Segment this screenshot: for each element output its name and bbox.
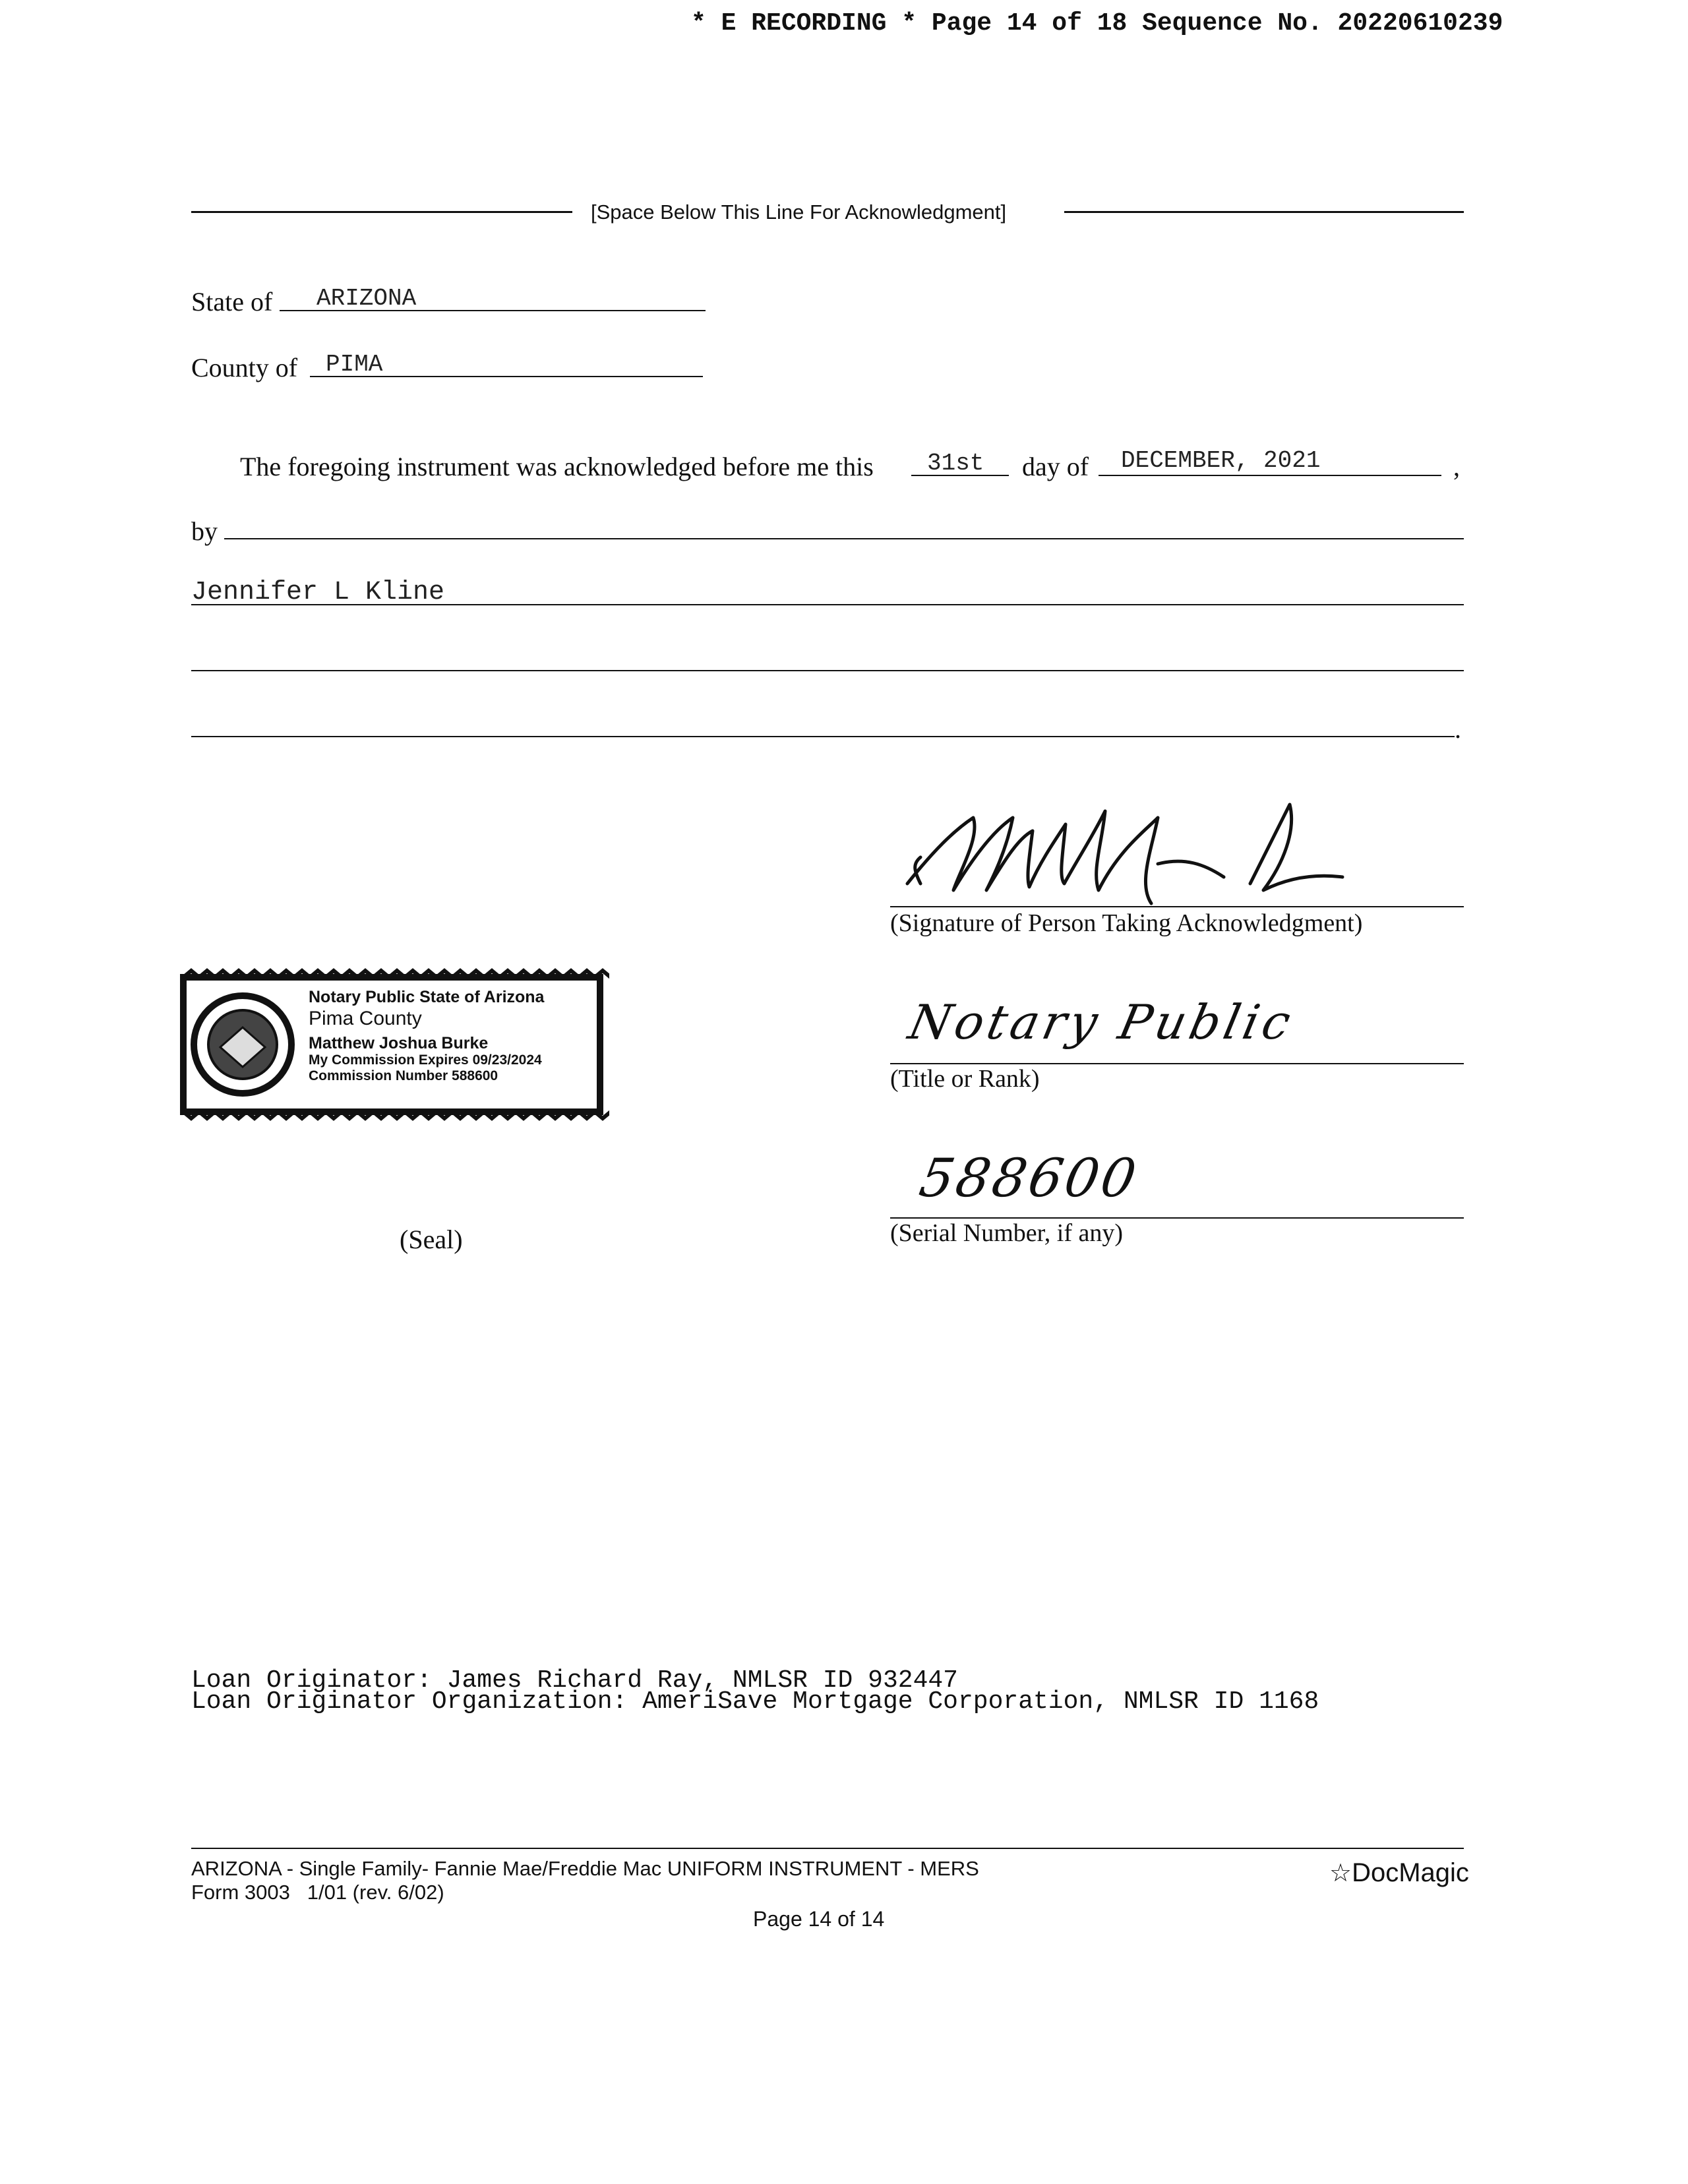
footer-page-label: Page 14 of 14 <box>753 1907 885 1931</box>
day-of-label: day of <box>1022 452 1089 481</box>
state-value: ARIZONA <box>316 285 417 312</box>
signature-caption: (Signature of Person Taking Acknowledgment) <box>890 909 1363 937</box>
title-handwritten: Notary Public <box>904 994 1300 1050</box>
trailing-comma: , <box>1453 452 1460 481</box>
by-underline <box>224 538 1464 539</box>
loan-originator-organization: Loan Originator Organization: AmeriSave Mortgage Corporation, NMLSR ID 1168 <box>191 1687 1319 1716</box>
signature-underline <box>890 906 1464 907</box>
stamp-line-4: My Commission Expires 09/23/2024 <box>309 1052 542 1068</box>
docmagic-brand <box>1329 1858 1469 1888</box>
day-underline <box>911 475 1009 476</box>
stamp-line-1: Notary Public State of Arizona <box>309 988 545 1006</box>
month-year-value: DECEMBER, 2021 <box>1121 447 1321 474</box>
divider-left-rule <box>191 211 572 213</box>
county-underline <box>310 376 703 377</box>
loan-originator: Loan Originator: James Richard Ray, NMLSR ID 932447 <box>191 1666 958 1695</box>
docmagic-brand-label: DocMagic <box>1352 1858 1469 1887</box>
blank-line-2 <box>191 736 1455 737</box>
notary-signature <box>894 791 1369 917</box>
footer-form-line-1: ARIZONA - Single Family- Fannie Mae/Freddie Mac UNIFORM INSTRUMENT - MERS <box>191 1857 979 1880</box>
month-year-underline <box>1099 475 1441 476</box>
serial-handwritten: 588600 <box>915 1147 1143 1209</box>
state-label: State of <box>191 287 273 317</box>
stamp-line-5: Commission Number 588600 <box>309 1068 498 1083</box>
trailing-period: . <box>1455 714 1461 744</box>
person-name: Jennifer L Kline <box>191 578 445 607</box>
state-underline <box>280 310 706 311</box>
notary-seal-stamp <box>174 968 609 1121</box>
recording-banner: * E RECORDING * Page 14 of 18 Sequence No. 20220610239 <box>691 9 1503 38</box>
name-underline <box>191 604 1464 605</box>
star-icon: ☆ <box>1329 1860 1352 1887</box>
stamp-line-3: Matthew Joshua Burke <box>309 1034 489 1052</box>
seal-caption: (Seal) <box>400 1225 463 1254</box>
acknowledgment-sentence: The foregoing instrument was acknowledged before me this <box>240 452 874 481</box>
day-value: 31st <box>927 450 984 477</box>
blank-line-1 <box>191 670 1464 671</box>
acknowledgment-divider-text: [Space Below This Line For Acknowledgment] <box>591 200 1007 224</box>
footer-rule <box>191 1848 1464 1849</box>
serial-caption: (Serial Number, if any) <box>890 1219 1124 1247</box>
footer-form-line-2: Form 3003 1/01 (rev. 6/02) <box>191 1881 444 1904</box>
stamp-line-2: Pima County <box>309 1008 422 1029</box>
county-label: County of <box>191 353 298 382</box>
county-value: PIMA <box>326 351 383 378</box>
divider-right-rule <box>1064 211 1464 213</box>
title-caption: (Title or Rank) <box>890 1065 1040 1093</box>
by-label: by <box>191 516 218 546</box>
